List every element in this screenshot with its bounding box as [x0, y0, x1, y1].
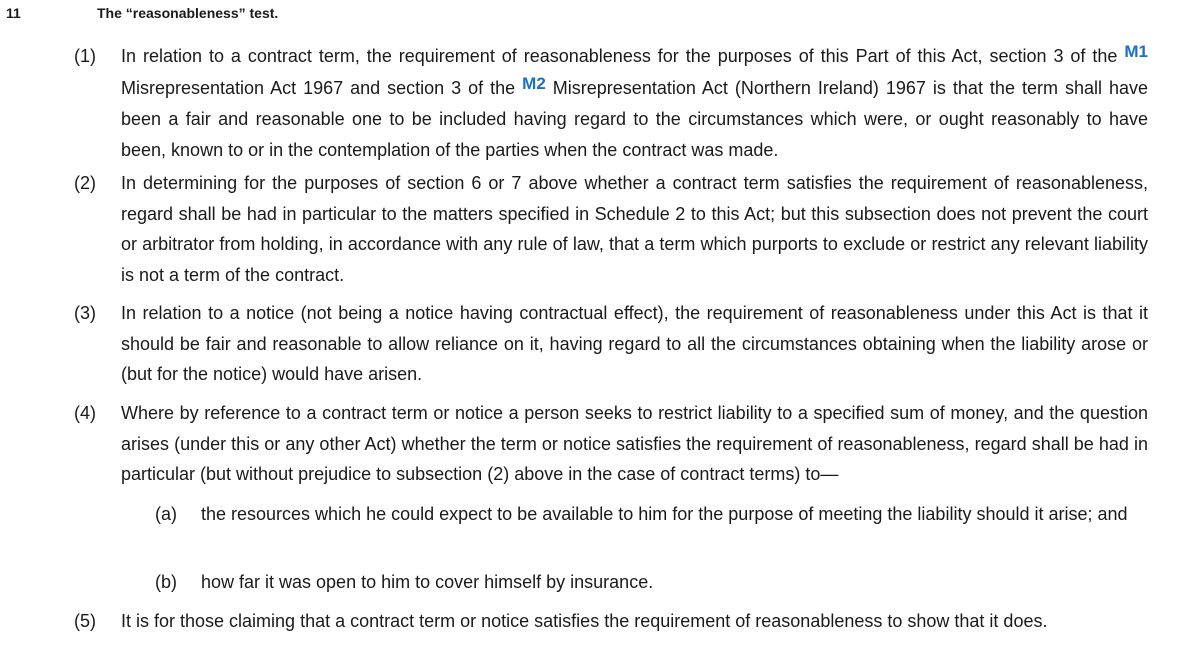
subsection-number: (4): [74, 403, 96, 423]
marginal-note-link-m2[interactable]: M2: [522, 73, 546, 93]
text-segment: In relation to a contract term, the requirement of reasonableness for the purposes of this Part of this Act, section 3 of the: [121, 46, 1125, 66]
section-title: The “reasonableness” test.: [97, 5, 279, 21]
text-segment: Misrepresentation Act 1967 and section 3 of the: [121, 77, 523, 98]
subsection-number: (2): [74, 173, 96, 193]
marginal-note-link-m1[interactable]: M1: [1124, 42, 1148, 61]
section-number: 11: [6, 5, 21, 21]
text-segment: Misrepresentation Act (Northern Ireland) 1967 is that the term shall have been a fair and reasonable one to be included having regard to the circumstances which were, or ought reasonably to have been, known to or in the contemplation of the parties when the contract was made.: [121, 77, 1148, 160]
subsection-text: In determining for the purposes of section 6 or 7 above whether a contract term satisfies the requirement of reasonableness, regard shall be had in particular to the matters specified in Schedule 2 to this Act; but this subsection does not prevent the court or arbitrator from holding, in accordance with any rule of law, that a term which purports to exclude or restrict any relevant liability is not a term of the contract.: [121, 173, 1148, 285]
subsection-text: It is for those claiming that a contract term or notice satisfies the requirement of reasonableness to show that it does.: [121, 611, 1048, 631]
subsection-number: (5): [74, 611, 96, 631]
subsection-text: Where by reference to a contract term or notice a person seeks to restrict liability to a specified sum of money, and the question arises (under this or any other Act) whether the term or notice satisfies the requirement of reasonableness, regard shall be had in particular (but without prejudice to subsection (2) above in the case of contract terms) to—: [121, 403, 1148, 484]
paragraph-text: the resources which he could expect to be available to him for the purpose of meeting the liability should it arise; and: [201, 504, 1128, 524]
paragraph-number: (b): [155, 572, 177, 592]
subsection-number: (1): [74, 46, 96, 66]
subsection-text: [121, 41, 1148, 165]
subsection-number: (3): [74, 303, 96, 323]
paragraph-number: (a): [155, 504, 177, 524]
paragraph-text: how far it was open to him to cover himself by insurance.: [201, 572, 654, 592]
subsection-text: In relation to a notice (not being a notice having contractual effect), the requirement of reasonableness under this Act is that it should be fair and reasonable to allow reliance on it, having regard to all the circumstances obtaining when the liability arose or (but for the notice) would have arisen.: [121, 303, 1148, 384]
